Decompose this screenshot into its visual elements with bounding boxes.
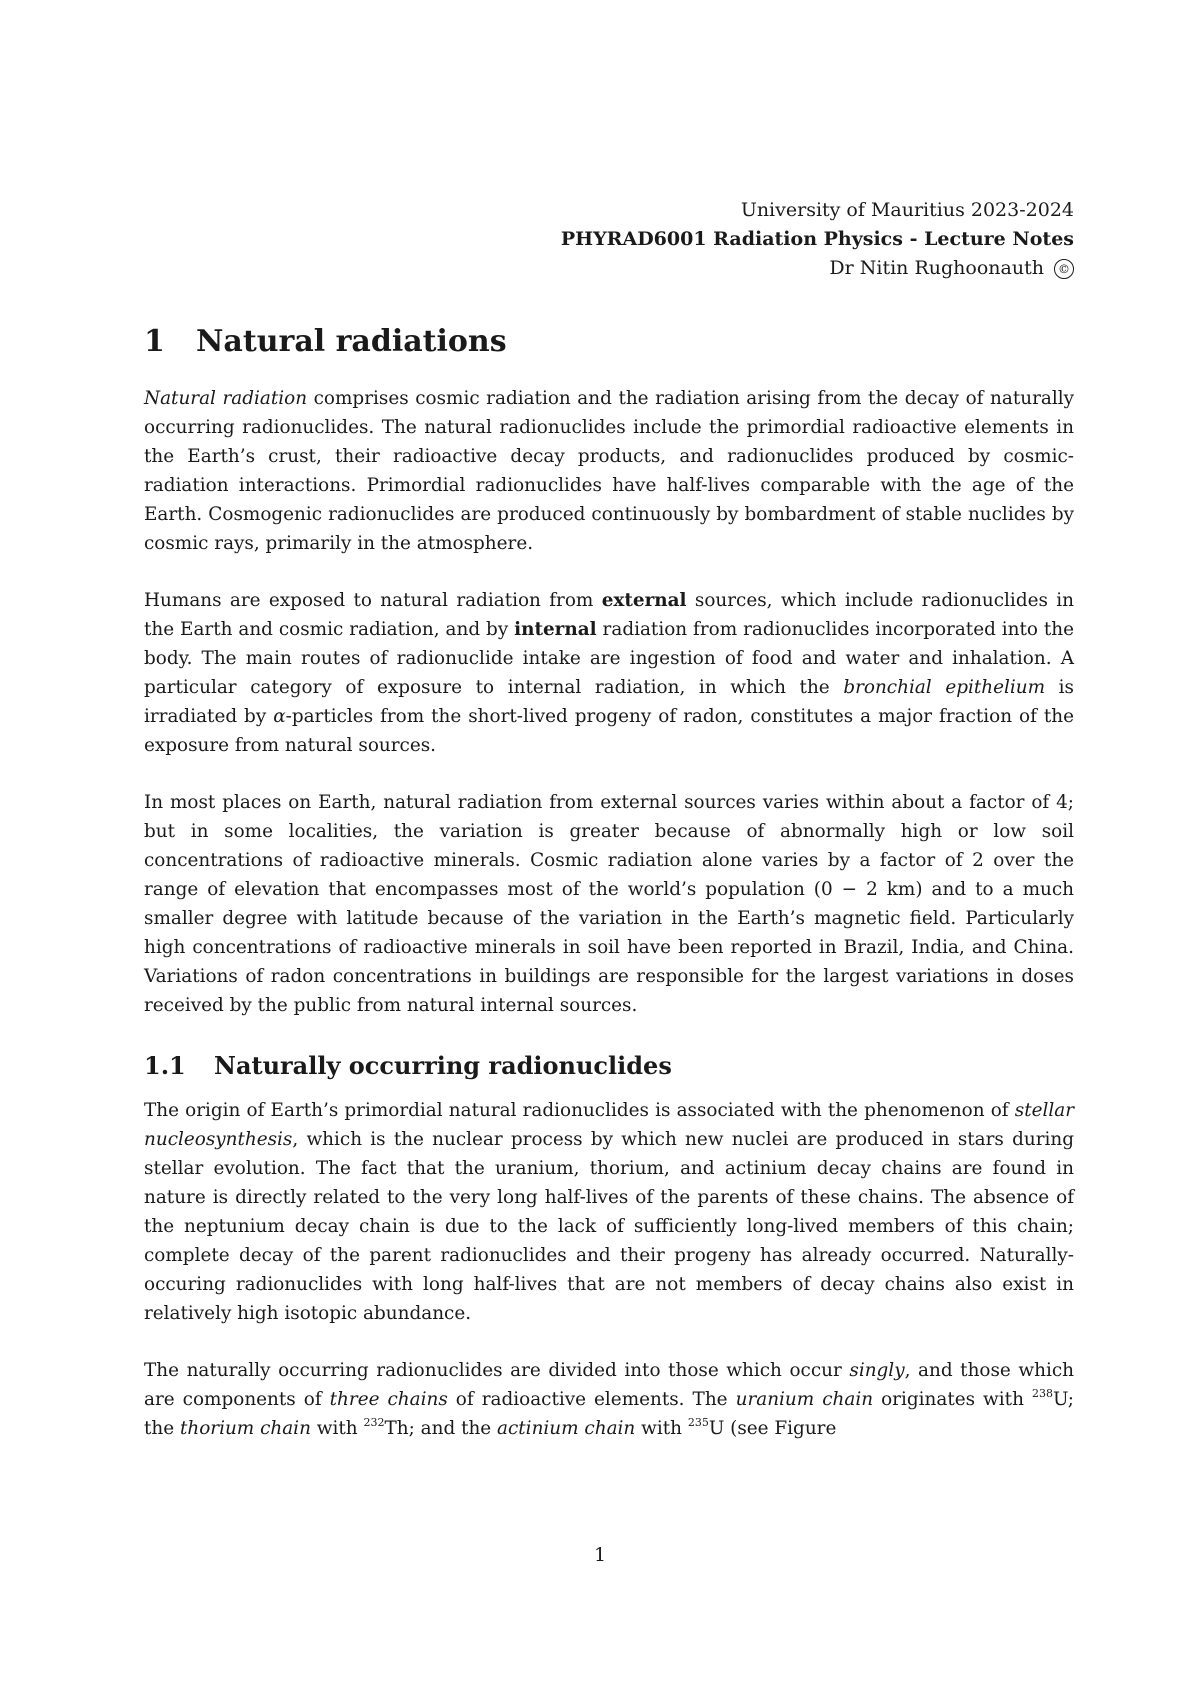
paragraph-text: The origin of Earth’s primordial natural radionuclides is associated with the phenomenon of bbox=[144, 1100, 1015, 1121]
subsection-heading bbox=[144, 1050, 1074, 1082]
emphasis: stellar nucleosynthesis bbox=[144, 1100, 1074, 1150]
paragraph-text: comprises cosmic radiation and the radiation arising from the decay of naturally occurring radionuclides. The natural radionuclides include the primordial radioactive elements in the Earth’s crust, their radioactive decay products, and radionuclides produced by cosmic-radiation interactions. Primordial radionuclides have half-lives comparable with the age of the Earth. Cosmogenic radionuclides are produced continuously by bombardment of stable nuclides by cosmic rays, primarily in the atmosphere. bbox=[144, 388, 1074, 554]
page-number: 1 bbox=[593, 1544, 607, 1566]
bold-term: external bbox=[601, 590, 687, 611]
document-body bbox=[144, 322, 1074, 1471]
paragraph-origin bbox=[144, 1096, 1074, 1328]
emphasis: bronchial epithelium bbox=[843, 677, 1046, 698]
paragraph-text: with bbox=[310, 1418, 364, 1439]
paragraph-text: radiation from radionuclides incorporated into the body. The main routes of radionuclide intake are ingestion of food and water and inhalation. A particular category of exposure to internal radiation, in which the bbox=[144, 619, 1074, 698]
copyright-icon: © bbox=[1054, 259, 1074, 279]
emphasis: three chains bbox=[329, 1389, 448, 1410]
paragraph-chains bbox=[144, 1356, 1074, 1443]
element-symbol: Th; and the bbox=[384, 1418, 498, 1439]
paragraph-text: with bbox=[635, 1418, 688, 1439]
mass-number: 238 bbox=[1031, 1387, 1053, 1400]
institution-line: University of Mauritius 2023-2024 bbox=[740, 199, 1074, 221]
paragraph-text: , and those which are components of bbox=[144, 1360, 1074, 1410]
paragraph-natural-radiation bbox=[144, 384, 1074, 558]
subsection-number: 1.1 bbox=[144, 1051, 186, 1080]
author-line bbox=[374, 254, 1074, 283]
mass-number: 232 bbox=[363, 1416, 385, 1429]
section-heading bbox=[144, 322, 1074, 362]
emphasis: actinium chain bbox=[497, 1418, 636, 1439]
paragraph-text: The naturally occurring radionuclides are divided into those which occur bbox=[144, 1360, 850, 1381]
emphasis: singly bbox=[849, 1360, 905, 1381]
emphasis: Natural radiation bbox=[144, 388, 308, 409]
paragraph-text: is irradiated by bbox=[144, 677, 1074, 727]
mass-number: 235 bbox=[687, 1416, 709, 1429]
element-symbol: U (see Figure bbox=[708, 1418, 837, 1439]
document-header bbox=[374, 196, 1074, 283]
alpha-symbol: α bbox=[273, 706, 286, 727]
bold-term: internal bbox=[514, 619, 597, 640]
author-name: Dr Nitin Rughoonauth bbox=[829, 257, 1044, 279]
section-number: 1 bbox=[144, 324, 165, 359]
paragraph-exposure bbox=[144, 586, 1074, 760]
paragraph-text: Humans are exposed to natural radiation from bbox=[144, 590, 602, 611]
subsection-title: Naturally occurring radionuclides bbox=[214, 1051, 672, 1080]
section-title: Natural radiations bbox=[196, 324, 507, 359]
element-symbol: U; the bbox=[144, 1389, 1074, 1439]
emphasis: thorium chain bbox=[179, 1418, 311, 1439]
paragraph-text: sources, which include radionuclides in the Earth and cosmic radiation, and by bbox=[144, 590, 1074, 640]
paragraph-text: -particles from the short-lived progeny of radon, constitutes a major fraction of the exposure from natural sources. bbox=[144, 706, 1074, 756]
emphasis: uranium chain bbox=[735, 1389, 874, 1410]
paragraph-text: originates with bbox=[873, 1389, 1032, 1410]
course-title: PHYRAD6001 Radiation Physics - Lecture Notes bbox=[560, 228, 1074, 250]
paragraph-variation: In most places on Earth, natural radiation from external sources varies within about a factor of 4; but in some localities, the variation is greater because of abnormally high or low soil concentrations of radioactive minerals. Cosmic radiation alone varies by a factor of 2 over the range of elevation that encompasses most of the world’s population (0 − 2 km) and to a much smaller degree with latitude because of the variation in the Earth’s magnetic field. Particularly high concentrations of radioactive minerals in soil have been reported in Brazil, India, and China. Variations of radon concentrations in buildings are responsible for the largest variations in doses received by the public from natural internal sources. bbox=[144, 792, 1074, 1016]
paragraph-text: , which is the nuclear process by which new nuclei are produced in stars during stellar evolution. The fact that the uranium, thorium, and actinium decay chains are found in nature is directly related to the very long half-lives of the parents of these chains. The absence of the neptunium decay chain is due to the lack of sufficiently long-lived members of this chain; complete decay of the parent radionuclides and their progeny has already occurred. Naturally- occuring radionuclides with long half-lives that are not members of decay chains also exist in relatively high isotopic abundance. bbox=[144, 1129, 1074, 1324]
paragraph-text: of radioactive elements. The bbox=[447, 1389, 736, 1410]
